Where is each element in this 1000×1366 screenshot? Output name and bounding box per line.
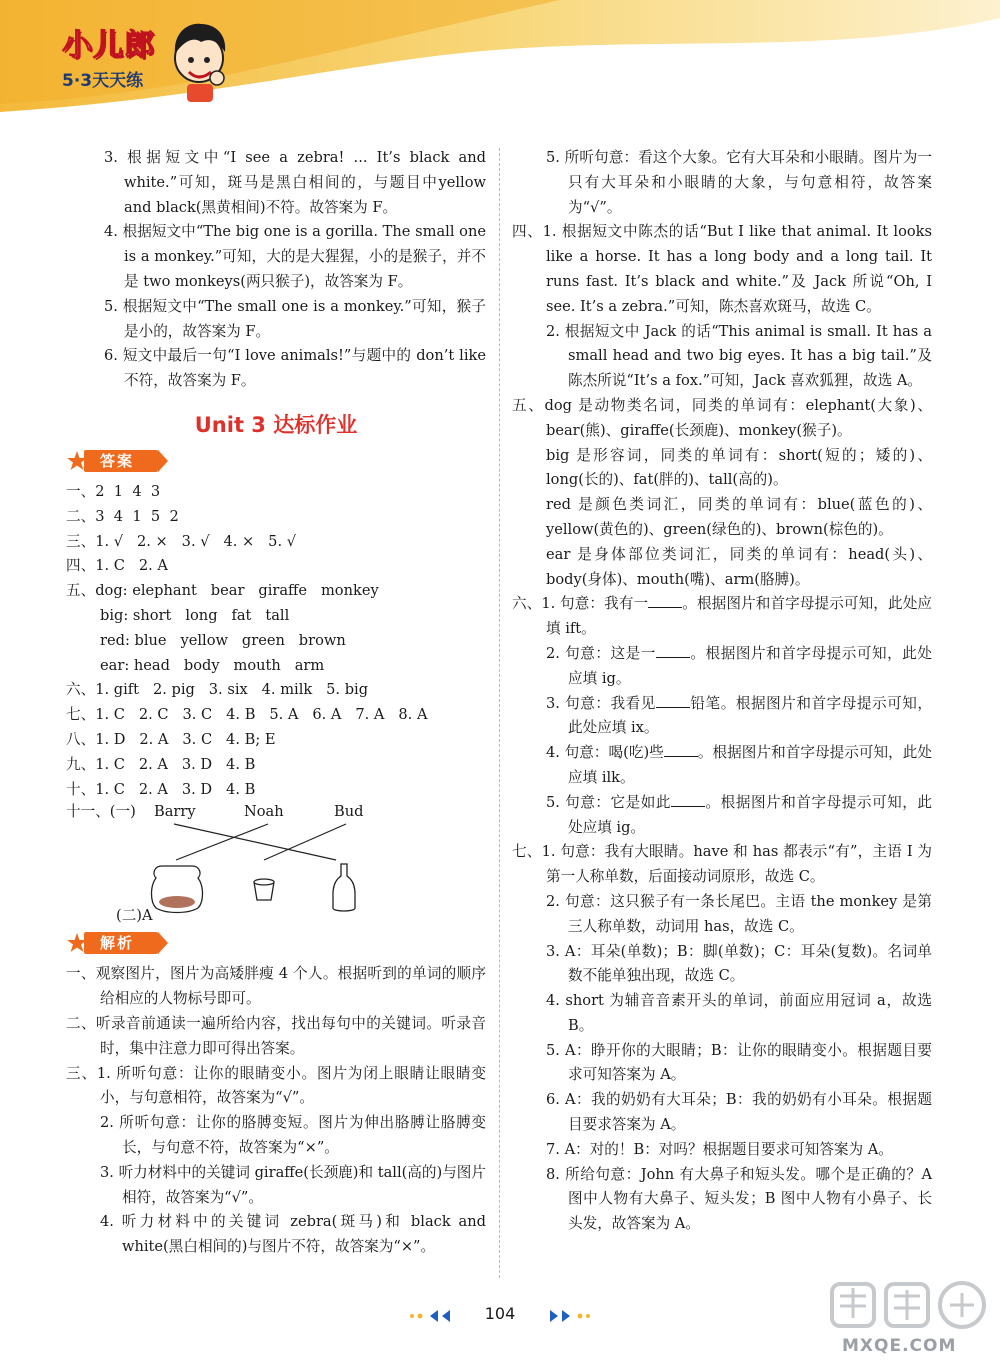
answer-blank <box>656 694 690 708</box>
analysis-item-6-2: 2. 句意：这是一 。根据图片和首字母提示可知，此处应填 ig。 <box>546 644 932 687</box>
analysis-item-3-1: 三、1. 所听句意：让你的眼睛变小。图片为闭上眼睛让眼睛变小，与句意相符，故答案为“√”。 <box>66 1064 486 1107</box>
intro-item-6: 6. 短文中最后一句“I love animals!”与题中的 don’t like 不符，故答案为 F。 <box>104 347 486 390</box>
analysis-item-5-ear: ear 是身体部位类词汇，同类的单词有：head(头)、body(身体)、mouth(嘴)、arm(胳膊)。 <box>546 545 932 588</box>
mascot-boy-icon <box>165 18 233 104</box>
match-name-barry: Barry <box>154 803 196 821</box>
analysis-item-3-4: 4. 听力材料中的关键词 zebra(斑马)和 black and white(黑白相间的)与图片不符，故答案为“×”。 <box>100 1213 486 1256</box>
intro-item-3: 3. 根据短文中“I see a zebra! ... It’s black and white.”可知，斑马是黑白相间的，与题目中yellow and black(黑黄相间)不符。故答案为 F。 <box>104 149 486 216</box>
analysis-item-5-red: red 是颜色类词汇，同类的单词有：blue(蓝色的)、yellow(黄色的)、green(绿色的)、brown(棕色的)。 <box>546 496 932 538</box>
logo-subtitle: 5·3天天练 <box>62 71 144 91</box>
analysis-item-7-3: 3. A：耳朵(单数)；B：脚(单数)；C：耳朵(复数)。名词单数不能单独出现，故选 C。 <box>546 942 932 985</box>
analysis-item-7-2: 2. 句意：这只猴子有一条长尾巴。主语 the monkey 是第三人称单数，动词用 has，故选 C。 <box>546 892 932 935</box>
bottle-icon <box>333 864 355 911</box>
arrows-left-icon <box>408 1309 464 1323</box>
unit-title: Unit 3 达标作业 <box>194 412 358 437</box>
page-header <box>0 0 1000 120</box>
answer-subline: red: blue yellow green brown <box>100 631 346 649</box>
column-divider <box>499 148 500 1278</box>
analysis-tag <box>66 930 486 956</box>
answer-line: 八、1. D 2. A 3. C 4. B; E <box>66 730 276 748</box>
analysis-item-3-2: 2. 所听句意：让你的胳膊变短。图片为伸出胳膊让胳膊变长，与句意不符，故答案为“×”。 <box>100 1114 486 1156</box>
match-name-bud: Bud <box>334 803 364 821</box>
analysis-item-6-4: 4. 句意：喝(吃)些 。根据图片和首字母提示可知，此处应填 ilk。 <box>546 744 932 786</box>
intro-item-5: 5. 根据短文中“The small one is a monkey.”可知，猴子是小的，故答案为 F。 <box>104 297 486 340</box>
answer-line: 九、1. C 2. A 3. D 4. B <box>66 755 256 773</box>
answer-blank <box>671 793 705 807</box>
analysis-item-4-2: 2. 根据短文中 Jack 的话“This animal is small. It has a small head and two big eyes. It has a big tail.”及陈杰所说“It’s a fox.”可知，Jack 喜欢狐狸，故选 A。 <box>546 322 932 390</box>
matching-diagram <box>66 802 486 926</box>
analysis-item-2: 二、听录音前通读一遍所给内容，找出每句中的关键词。听录音时，集中注意力即可得出答案。 <box>66 1014 486 1057</box>
page-number: 104 <box>484 1304 516 1323</box>
analysis-item-6-3: 3. 句意：我看见 铅笔。根据图片和首字母提示可知，此处应填 ix。 <box>546 694 932 737</box>
analysis-item-6-5: 5. 句意：它是如此 。根据图片和首字母提示可知，此处应填 ig。 <box>546 793 932 836</box>
analysis-tag-label: 解析 <box>100 934 135 953</box>
analysis-item-3-5: 5. 所听句意：看这个大象。它有大耳朵和小眼睛。图片为一只有大耳朵和小眼睛的大象，与句意相符，故答案为“√”。 <box>546 149 932 216</box>
answer-line: 七、1. C 2. C 3. C 4. B 5. A 6. A 7. A 8. A <box>66 706 428 724</box>
answer-line: 十、1. C 2. A 3. D 4. B <box>66 780 256 798</box>
answer-subline: ear: head body mouth arm <box>100 656 325 674</box>
jar-icon <box>152 866 203 913</box>
answer-line: 一、2 1 4 3 <box>66 482 161 500</box>
answer-line: 二、3 4 1 5 2 <box>66 507 179 525</box>
analysis-item-4-1: 四、1. 根据短文中陈杰的话“But I like that animal. It looks like a horse. It has a long body and a long tail. It runs fast. It’s black and white.”及 Jack 所说“Oh, I see. It’s a zebra.”可知，陈杰喜欢斑马，故选 C。 <box>512 223 932 315</box>
analysis-item-7-7: 7. A：对的！B：对吗？根据题目要求可知答案为 A。 <box>546 1140 893 1158</box>
left-column <box>66 146 486 1260</box>
answer-line: 六、1. gift 2. pig 3. six 4. milk 5. big <box>66 681 369 699</box>
analysis-item-3-3: 3. 听力材料中的关键词 giraffe(长颈鹿)和 tall(高的)与图片相符，故答案为“√”。 <box>100 1163 486 1206</box>
analysis-item-6-1: 六、1. 句意：我有一 。根据图片和首字母提示可知，此处应填 ift。 <box>512 595 932 638</box>
answer-line: 三、1. √ 2. × 3. √ 4. × 5. √ <box>66 532 297 550</box>
match-part2: (二)A <box>116 907 153 925</box>
analysis-item-7-8: 8. 所给句意：John 有大鼻子和短头发。哪个是正确的？A 图中人物有大鼻子、短头发；B 图中人物有小鼻子、长头发，故答案为 A。 <box>546 1165 932 1233</box>
answer-line: 五、dog: elephant bear giraffe monkey <box>66 582 379 600</box>
answer-line: 四、1. C 2. A <box>66 557 168 575</box>
answer-blank <box>648 594 682 608</box>
intro-item-4: 4. 根据短文中“The big one is a gorilla. The small one is a monkey.”可知，大的是大猩猩，小的是猴子，并不是 two monkeys(两只猴子)，故答案为 F。 <box>104 223 486 290</box>
analysis-item-1: 一、观察图片，图片为高矮胖瘦 4 个人。根据听到的单词的顺序给相应的人物标号即可。 <box>66 965 486 1008</box>
answer-tag-label: 答案 <box>100 451 135 470</box>
analysis-item-7-6: 6. A：我的奶奶有大耳朵；B：我的奶奶有小耳朵。根据题目要求答案为 A。 <box>546 1091 932 1134</box>
answer-blank <box>656 644 690 658</box>
answer-tag <box>66 448 486 474</box>
cup-icon <box>254 879 274 900</box>
watermark-text: MXQE.COM <box>842 1336 957 1356</box>
analysis-item-5-big: big 是形容词，同类的单词有：short(短的；矮的)、long(长的)、fat(胖的)、tall(高的)。 <box>546 446 932 489</box>
analysis-item-7-4: 4. short 为辅音音素开头的单词，前面应用冠词 a，故选 B。 <box>546 992 932 1034</box>
analysis-item-7-5: 5. A：睁开你的大眼睛；B：让你的眼睛变小。根据题目要求可知答案为 A。 <box>546 1041 932 1084</box>
arrows-right-icon <box>536 1309 592 1323</box>
logo-title: 小儿郎 <box>62 28 155 63</box>
match-name-noah: Noah <box>244 803 284 821</box>
analysis-item-5-dog: 五、dog 是动物类名词，同类的单词有：elephant(大象)、bear(熊)、giraffe(长颈鹿)、monkey(猴子)。 <box>512 396 932 439</box>
match-prefix: 十一、(一) <box>66 803 136 821</box>
answer-subline: big: short long fat tall <box>100 606 290 624</box>
right-column <box>512 146 932 1237</box>
analysis-item-7-1: 七、1. 句意：我有大眼睛。have 和 has 都表示“有”，主语 I 为第一人称单数，后面接动词原形，故选 C。 <box>512 843 932 886</box>
answer-blank <box>664 743 698 757</box>
